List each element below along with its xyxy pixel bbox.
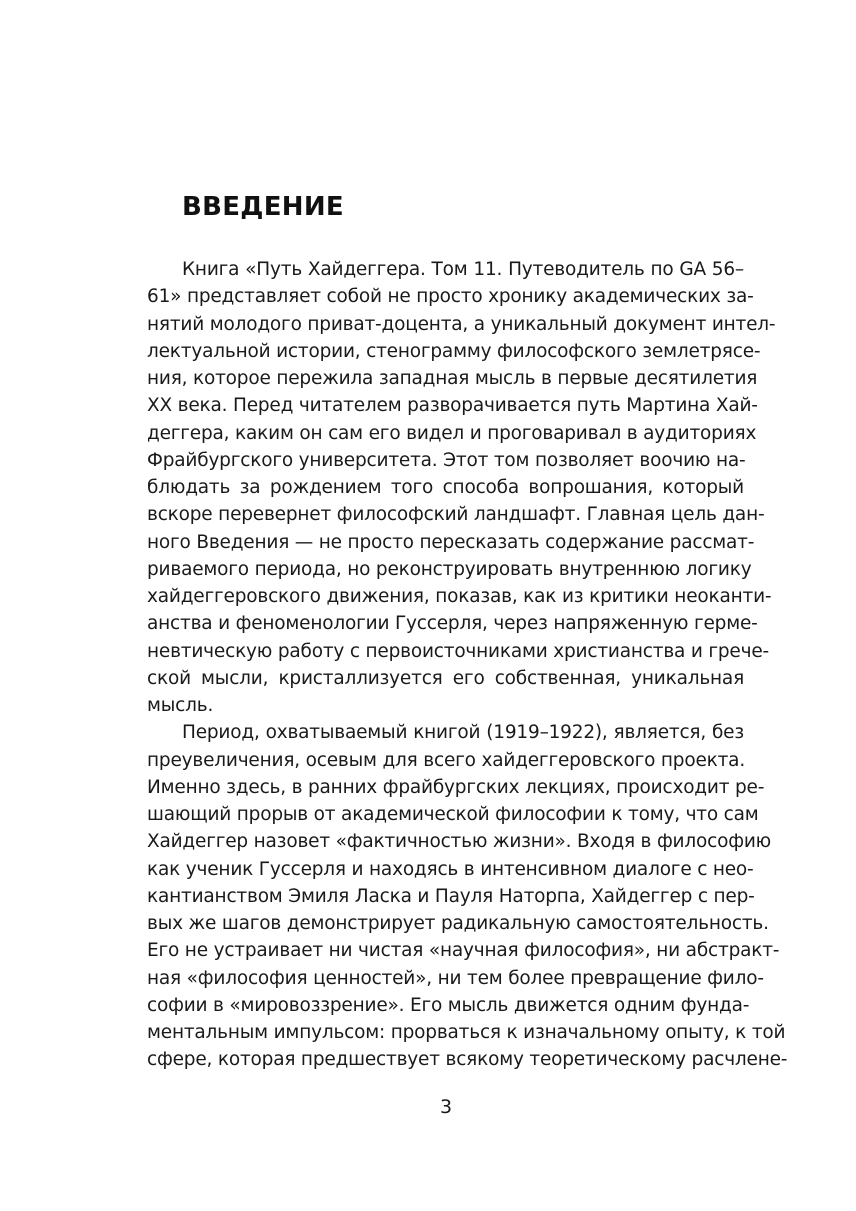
text-line: нятий молодого приват-доцента, а уникальный документ интел- [147,313,776,335]
text-line: хайдеггеровского движения, показав, как из критики неоканти- [147,586,772,607]
paragraph [147,719,788,1073]
text-line: софии в «мировоззрение». Его мысль движется одним фунда- [147,994,750,1016]
text-line: невтическую работу с первоисточниками христианства и грече- [147,640,769,662]
text-line: Период, охватываемый книгой (1919–1922), является, без [182,722,744,744]
text-line: Хайдеггер назовет «фактичностью жизни». Входя в философию [147,831,772,853]
text-line: ментальным импульсом: прорваться к изначальному опыту, к той [147,1022,786,1043]
body-text [147,256,788,1074]
text-line: анства и феноменологии Гуссерля, через напряженную герме- [147,613,758,635]
text-line: Его не устраивает ни чистая «научная философия», ни абстракт- [147,940,780,962]
text-line: блюдать за рождением того способа вопрошания, который [147,477,744,498]
text-line: шающий прорыв от академической философии к тому, что сам [147,804,759,825]
text-line: 61» представляет собой не просто хронику академических за- [147,286,754,308]
text-line: преувеличения, осевым для всего хайдеггеровского проекта. [147,749,745,771]
text-line: мысль. [147,695,214,716]
text-line: лектуальной истории, стенограмму философского землетрясе- [147,340,761,362]
text-line: Книга «Путь Хайдеггера. Том 11. Путеводитель по GA 56– [182,259,744,280]
text-line: Именно здесь, в ранних фрайбургских лекциях, происходит ре- [147,776,765,798]
page-number: 3 [439,1096,453,1118]
text-line: ного Введения — не просто пересказать содержание рассмат- [147,531,755,553]
text-line: ской мысли, кристаллизуется его собственная, уникальная [147,667,744,689]
text-line: вскоре перевернет философский ландшафт. Главная цель дан- [147,504,765,526]
paragraph [147,256,776,719]
text-line: Фрайбургского университета. Этот том позволяет воочию на- [147,449,746,471]
text-line: деггера, каким он сам его видел и проговаривал в аудиториях [147,422,757,444]
text-line: вых же шагов демонстрирует радикальную самостоятельность. [147,913,769,934]
text-line: ная «философия ценностей», ни тем более превращение фило- [147,967,764,989]
text-line: XX века. Перед читателем разворачивается путь Мартина Хай- [147,395,758,417]
text-line: риваемого периода, но реконструировать внутреннюю логику [147,558,752,580]
text-line: как ученик Гуссерля и находясь в интенсивном диалоге с нео- [147,858,754,880]
text-line: ния, которое пережила западная мысль в первые десятилетия [147,368,758,389]
chapter-heading: ВВЕДЕНИЕ [182,192,344,222]
text-line: сфере, которая предшествует всякому теоретическому расчлене- [147,1049,788,1071]
text-line: кантианством Эмиля Ласка и Пауля Наторпа, Хайдеггер с пер- [147,885,755,907]
